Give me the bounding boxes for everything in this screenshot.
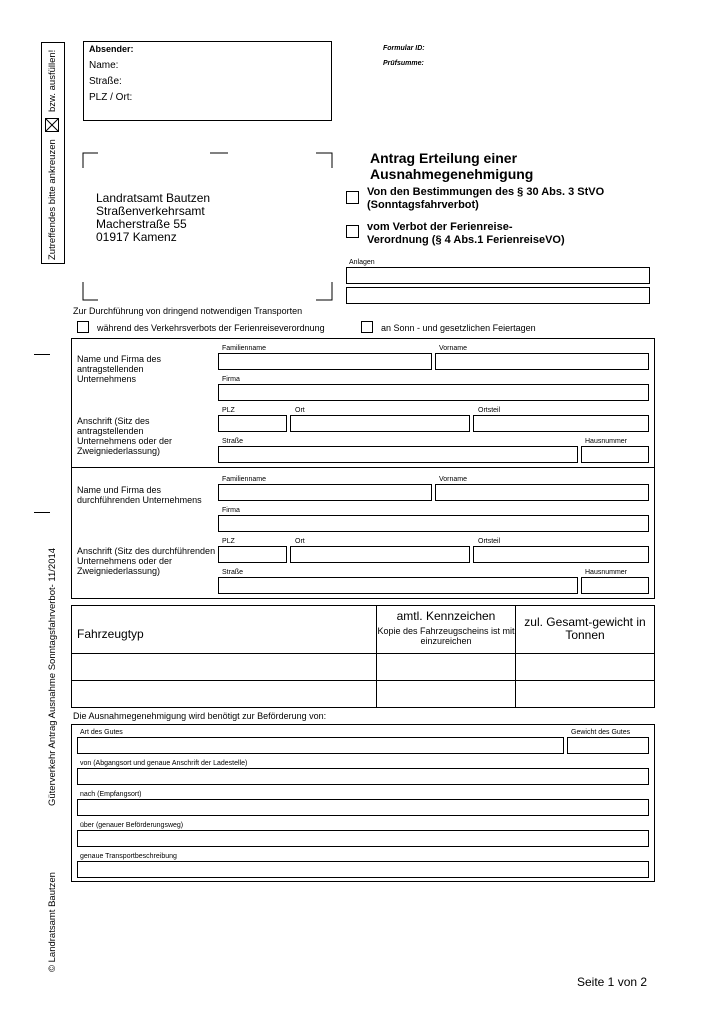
goods-type-label: Art des Gutes bbox=[80, 729, 123, 736]
executor-zip-label: PLZ bbox=[222, 538, 235, 545]
applicant-surname-label: Familienname bbox=[222, 345, 266, 352]
sidebar-fill-note: Zutreffendes bitte ankreuzen bbox=[47, 139, 58, 260]
executor-company-field[interactable] bbox=[218, 515, 649, 532]
applicant-street-field[interactable] bbox=[218, 446, 578, 463]
executor-surname-field[interactable] bbox=[218, 484, 432, 501]
transport-holiday-label: während des Verkehrsverbots der Ferienreiseverordnung bbox=[97, 323, 325, 333]
goods-from-label: von (Abgangsort und genaue Anschrift der Ladestelle) bbox=[80, 760, 248, 767]
vehicle-row-2-plate[interactable] bbox=[377, 681, 515, 707]
fold-mark bbox=[34, 354, 50, 355]
executor-street-field[interactable] bbox=[218, 577, 578, 594]
goods-to-label: nach (Empfangsort) bbox=[80, 791, 142, 798]
vehicle-type-header: Fahrzeugtyp bbox=[77, 627, 144, 641]
executor-district-field[interactable] bbox=[473, 546, 649, 563]
vehicle-weight-header: zul. Gesamt-gewicht in Tonnen bbox=[524, 615, 646, 642]
applicant-zip-label: PLZ bbox=[222, 407, 235, 414]
vehicle-row-1-plate[interactable] bbox=[377, 654, 515, 680]
applicant-street-label: Straße bbox=[222, 438, 244, 445]
executor-address-label: Anschrift (Sitz des durchführenden Unternehmens oder der Zweigniederlassung) bbox=[77, 546, 216, 576]
vehicle-row-1-type[interactable] bbox=[72, 654, 376, 680]
attachments-label: Anlagen bbox=[349, 259, 375, 266]
option-holiday-label-1: vom Verbot der Ferienreise- bbox=[367, 221, 513, 233]
option-holiday-checkbox[interactable] bbox=[346, 225, 359, 238]
executor-section-label: Name und Firma des durchführenden Unternehmens bbox=[77, 485, 202, 505]
goods-intro: Die Ausnahmegenehmigung wird benötigt zur Beförderung von: bbox=[73, 711, 327, 721]
applicant-district-label: Ortsteil bbox=[478, 407, 501, 414]
executor-firstname-field[interactable] bbox=[435, 484, 649, 501]
executor-houseno-label: Hausnummer bbox=[585, 569, 628, 576]
fold-mark bbox=[34, 512, 50, 513]
sidebar-fill-note-2: bzw. ausfüllen! bbox=[47, 49, 58, 112]
attachments-field-1[interactable] bbox=[346, 267, 650, 284]
applicant-houseno-field[interactable] bbox=[581, 446, 649, 463]
sender-street-label[interactable]: Straße: bbox=[89, 76, 122, 87]
recipient-line3: Macherstraße 55 bbox=[96, 217, 187, 231]
applicant-company-field[interactable] bbox=[218, 384, 649, 401]
executor-surname-label: Familienname bbox=[222, 476, 266, 483]
sidebar-copyright: © Landratsamt Bautzen bbox=[47, 872, 58, 972]
page-title-line1: Antrag Erteilung einer bbox=[370, 150, 518, 166]
goods-to-field[interactable] bbox=[77, 799, 649, 816]
executor-houseno-field[interactable] bbox=[581, 577, 649, 594]
option-sunday-label-2: (Sonntagsfahrverbot) bbox=[367, 199, 479, 211]
option-sunday-label-1: Von den Bestimmungen des § 30 Abs. 3 StVO bbox=[367, 186, 605, 198]
sidebar-form-code: Güterverkehr Antrag Ausnahme Sonntagsfahrverbot- 11/2014 bbox=[47, 547, 58, 806]
applicant-city-label: Ort bbox=[295, 407, 305, 414]
vehicle-row-2-weight[interactable] bbox=[516, 681, 654, 707]
goods-type-field[interactable] bbox=[77, 737, 564, 754]
transport-holiday-checkbox[interactable] bbox=[77, 321, 89, 333]
applicant-zip-field[interactable] bbox=[218, 415, 287, 432]
vehicle-plate-note: Kopie des Fahrzeugscheins ist mit einzureichen bbox=[377, 626, 515, 646]
executor-district-label: Ortsteil bbox=[478, 538, 501, 545]
executor-city-label: Ort bbox=[295, 538, 305, 545]
goods-via-field[interactable] bbox=[77, 830, 649, 847]
option-holiday-label-2: Verordnung (§ 4 Abs.1 FerienreiseVO) bbox=[367, 234, 565, 246]
goods-description-label: genaue Transportbeschreibung bbox=[80, 853, 177, 860]
applicant-company-label: Firma bbox=[222, 376, 240, 383]
applicant-houseno-label: Hausnummer bbox=[585, 438, 628, 445]
vehicle-plate-header: amtl. Kennzeichen bbox=[396, 609, 496, 623]
vehicle-row-1-weight[interactable] bbox=[516, 654, 654, 680]
sender-city-label[interactable]: PLZ / Ort: bbox=[89, 92, 133, 103]
section-divider bbox=[71, 467, 655, 468]
executor-company-label: Firma bbox=[222, 507, 240, 514]
applicant-firstname-field[interactable] bbox=[435, 353, 649, 370]
transport-intro: Zur Durchführung von dringend notwendigen Transporten bbox=[73, 306, 303, 316]
goods-weight-label: Gewicht des Gutes bbox=[571, 729, 631, 736]
applicant-section-label: Name und Firma des antragstellenden Unternehmens bbox=[77, 354, 162, 384]
crossed-checkbox-icon bbox=[45, 118, 59, 132]
checksum-label: Prüfsumme: bbox=[383, 60, 424, 67]
goods-via-label: über (genauer Beförderungsweg) bbox=[80, 822, 184, 829]
attachments-field-2[interactable] bbox=[346, 287, 650, 304]
executor-street-label: Straße bbox=[222, 569, 244, 576]
page-number: Seite 1 von 2 bbox=[577, 975, 648, 989]
goods-from-field[interactable] bbox=[77, 768, 649, 785]
applicant-city-field[interactable] bbox=[290, 415, 470, 432]
vehicle-row-2-type[interactable] bbox=[72, 681, 376, 707]
recipient-line2: Straßenverkehrsamt bbox=[96, 204, 205, 218]
form-id-label: Formular ID: bbox=[383, 45, 425, 52]
sender-heading: Absender: bbox=[89, 44, 134, 54]
applicant-address-label: Anschrift (Sitz des antragstellenden Unternehmens oder der Zweigniederlassung) bbox=[77, 416, 173, 456]
recipient-line4: 01917 Kamenz bbox=[96, 230, 177, 244]
applicant-district-field[interactable] bbox=[473, 415, 649, 432]
executor-city-field[interactable] bbox=[290, 546, 470, 563]
sender-name-label[interactable]: Name: bbox=[89, 60, 119, 71]
applicant-firstname-label: Vorname bbox=[439, 345, 468, 352]
executor-zip-field[interactable] bbox=[218, 546, 287, 563]
goods-description-field[interactable] bbox=[77, 861, 649, 878]
transport-sunday-label: an Sonn - und gesetzlichen Feiertagen bbox=[381, 323, 536, 333]
recipient-line1: Landratsamt Bautzen bbox=[96, 191, 211, 205]
applicant-surname-field[interactable] bbox=[218, 353, 432, 370]
option-sunday-checkbox[interactable] bbox=[346, 191, 359, 204]
transport-sunday-checkbox[interactable] bbox=[361, 321, 373, 333]
executor-firstname-label: Vorname bbox=[439, 476, 468, 483]
page-title-line2: Ausnahmegenehmigung bbox=[370, 166, 534, 182]
goods-weight-field[interactable] bbox=[567, 737, 649, 754]
